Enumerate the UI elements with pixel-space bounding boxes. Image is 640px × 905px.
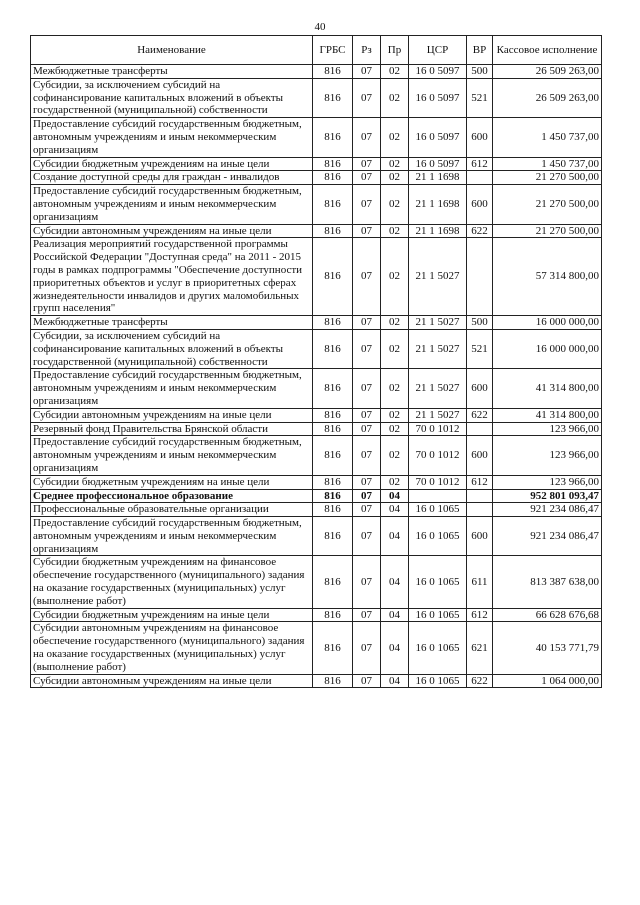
cell-pr: 02	[381, 238, 409, 316]
cell-name: Субсидии автономным учреждениям на финансовое обеспечение государственного (муниципального) задания на оказание государственных (муниципальных) услуг (выполнение работ)	[31, 622, 313, 674]
cell-rz: 07	[353, 622, 381, 674]
cell-name: Создание доступной среды для граждан - инвалидов	[31, 171, 313, 185]
table-row	[31, 556, 602, 608]
cell-vr: 621	[467, 622, 493, 674]
table-row	[31, 517, 602, 556]
cell-rz: 07	[353, 475, 381, 489]
table-row	[31, 224, 602, 238]
cell-grbs: 816	[313, 171, 353, 185]
cell-pr: 04	[381, 556, 409, 608]
table-row	[31, 489, 602, 503]
cell-rz: 07	[353, 436, 381, 475]
cell-grbs: 816	[313, 503, 353, 517]
cell-pr: 02	[381, 224, 409, 238]
cell-vr: 612	[467, 475, 493, 489]
cell-rz: 07	[353, 329, 381, 368]
cell-grbs: 816	[313, 316, 353, 330]
table-row	[31, 238, 602, 316]
cell-csr: 16 0 5097	[409, 78, 467, 117]
cell-name: Субсидии бюджетным учреждениям на иные цели	[31, 608, 313, 622]
cell-csr: 21 1 1698	[409, 171, 467, 185]
cell-pr: 02	[381, 436, 409, 475]
cell-rz: 07	[353, 489, 381, 503]
cell-pr: 02	[381, 171, 409, 185]
cell-csr: 21 1 5027	[409, 238, 467, 316]
cell-pr: 02	[381, 329, 409, 368]
cell-vr: 611	[467, 556, 493, 608]
table-row	[31, 674, 602, 688]
cell-name: Резервный фонд Правительства Брянской области	[31, 422, 313, 436]
table-row	[31, 608, 602, 622]
cell-pr: 02	[381, 118, 409, 157]
table-row	[31, 118, 602, 157]
cell-vr: 600	[467, 185, 493, 224]
cell-rz: 07	[353, 65, 381, 79]
cell-pr: 04	[381, 503, 409, 517]
cell-grbs: 816	[313, 185, 353, 224]
cell-vr	[467, 171, 493, 185]
cell-vr	[467, 503, 493, 517]
cell-vr: 500	[467, 316, 493, 330]
cell-pr: 02	[381, 408, 409, 422]
cell-name: Среднее профессиональное образование	[31, 489, 313, 503]
cell-grbs: 816	[313, 408, 353, 422]
cell-csr: 21 1 5027	[409, 369, 467, 408]
cell-name: Субсидии автономным учреждениям на иные цели	[31, 408, 313, 422]
table-row	[31, 316, 602, 330]
cell-amount: 21 270 500,00	[493, 185, 602, 224]
cell-pr: 02	[381, 475, 409, 489]
cell-amount: 813 387 638,00	[493, 556, 602, 608]
cell-pr: 02	[381, 369, 409, 408]
cell-csr: 70 0 1012	[409, 475, 467, 489]
cell-amount: 952 801 093,47	[493, 489, 602, 503]
cell-grbs: 816	[313, 329, 353, 368]
cell-amount: 40 153 771,79	[493, 622, 602, 674]
table-row	[31, 185, 602, 224]
cell-vr	[467, 238, 493, 316]
cell-grbs: 816	[313, 517, 353, 556]
cell-rz: 07	[353, 503, 381, 517]
header-grbs: ГРБС	[313, 36, 353, 65]
cell-name: Субсидии, за исключением субсидий на софинансирование капитальных вложений в объекты государственной (муниципальной) собственности	[31, 329, 313, 368]
cell-csr: 70 0 1012	[409, 436, 467, 475]
cell-pr: 04	[381, 517, 409, 556]
header-vr: ВР	[467, 36, 493, 65]
cell-amount: 26 509 263,00	[493, 65, 602, 79]
budget-table	[30, 35, 602, 688]
cell-grbs: 816	[313, 157, 353, 171]
cell-csr: 16 0 5097	[409, 118, 467, 157]
cell-vr: 600	[467, 517, 493, 556]
cell-rz: 07	[353, 157, 381, 171]
cell-grbs: 816	[313, 422, 353, 436]
cell-csr: 16 0 1065	[409, 556, 467, 608]
cell-csr: 16 0 1065	[409, 674, 467, 688]
cell-vr: 600	[467, 118, 493, 157]
cell-rz: 07	[353, 171, 381, 185]
cell-csr: 16 0 5097	[409, 65, 467, 79]
cell-name: Предоставление субсидий государственным бюджетным, автономным учреждениям и иным некоммерческим организациям	[31, 369, 313, 408]
cell-name: Субсидии, за исключением субсидий на софинансирование капитальных вложений в объекты государственной (муниципальной) собственности	[31, 78, 313, 117]
cell-amount: 1 450 737,00	[493, 118, 602, 157]
cell-grbs: 816	[313, 238, 353, 316]
cell-csr: 16 0 1065	[409, 608, 467, 622]
cell-csr: 21 1 5027	[409, 329, 467, 368]
cell-csr: 16 0 1065	[409, 622, 467, 674]
cell-pr: 02	[381, 65, 409, 79]
cell-name: Предоставление субсидий государственным бюджетным, автономным учреждениям и иным некоммерческим организациям	[31, 118, 313, 157]
cell-amount: 1 450 737,00	[493, 157, 602, 171]
cell-rz: 07	[353, 118, 381, 157]
table-row	[31, 503, 602, 517]
header-pr: Пр	[381, 36, 409, 65]
cell-grbs: 816	[313, 556, 353, 608]
cell-amount: 41 314 800,00	[493, 408, 602, 422]
table-row	[31, 171, 602, 185]
cell-vr: 622	[467, 674, 493, 688]
cell-name: Межбюджетные трансферты	[31, 65, 313, 79]
cell-amount: 41 314 800,00	[493, 369, 602, 408]
cell-rz: 07	[353, 422, 381, 436]
cell-grbs: 816	[313, 608, 353, 622]
cell-grbs: 816	[313, 436, 353, 475]
cell-rz: 07	[353, 608, 381, 622]
page-number: 40	[314, 21, 326, 33]
table-row	[31, 157, 602, 171]
cell-pr: 02	[381, 185, 409, 224]
cell-name: Предоставление субсидий государственным бюджетным, автономным учреждениям и иным некоммерческим организациям	[31, 517, 313, 556]
cell-pr: 04	[381, 608, 409, 622]
cell-name: Субсидии автономным учреждениям на иные цели	[31, 674, 313, 688]
cell-grbs: 816	[313, 489, 353, 503]
table-row	[31, 422, 602, 436]
cell-vr: 612	[467, 157, 493, 171]
cell-csr: 16 0 1065	[409, 503, 467, 517]
cell-pr: 04	[381, 622, 409, 674]
table-row	[31, 78, 602, 117]
table-row	[31, 65, 602, 79]
table-body	[31, 65, 602, 688]
cell-vr: 500	[467, 65, 493, 79]
cell-csr	[409, 489, 467, 503]
cell-amount: 921 234 086,47	[493, 503, 602, 517]
cell-vr: 622	[467, 224, 493, 238]
cell-name: Предоставление субсидий государственным бюджетным, автономным учреждениям и иным некоммерческим организациям	[31, 185, 313, 224]
header-row	[31, 36, 602, 65]
cell-name: Субсидии бюджетным учреждениям на иные цели	[31, 157, 313, 171]
table-row	[31, 329, 602, 368]
cell-vr: 612	[467, 608, 493, 622]
cell-pr: 02	[381, 422, 409, 436]
cell-rz: 07	[353, 224, 381, 238]
header-amount: Кассовое исполнение	[493, 36, 602, 65]
cell-amount: 123 966,00	[493, 436, 602, 475]
header-name: Наименование	[31, 36, 313, 65]
cell-rz: 07	[353, 78, 381, 117]
cell-rz: 07	[353, 556, 381, 608]
cell-grbs: 816	[313, 674, 353, 688]
cell-vr: 521	[467, 78, 493, 117]
cell-name: Субсидии бюджетным учреждениям на иные цели	[31, 475, 313, 489]
table-row	[31, 408, 602, 422]
cell-pr: 02	[381, 316, 409, 330]
cell-name: Субсидии бюджетным учреждениям на финансовое обеспечение государственного (муниципального) задания на оказание государственных (муниципальных) услуг (выполнение работ)	[31, 556, 313, 608]
cell-csr: 16 0 5097	[409, 157, 467, 171]
cell-grbs: 816	[313, 622, 353, 674]
table-row	[31, 369, 602, 408]
cell-amount: 123 966,00	[493, 475, 602, 489]
cell-amount: 21 270 500,00	[493, 171, 602, 185]
cell-name: Реализация мероприятий государственной программы Российской Федерации "Доступная среда" на 2011 - 2015 годы в рамках подпрограммы "Обеспечение доступности приоритетных объектов и услуг в приоритетных сферах жизнедеятельности инвалидов и других маломобильных групп населения"	[31, 238, 313, 316]
cell-amount: 1 064 000,00	[493, 674, 602, 688]
cell-csr: 21 1 1698	[409, 224, 467, 238]
cell-csr: 21 1 1698	[409, 185, 467, 224]
cell-pr: 02	[381, 157, 409, 171]
cell-name: Предоставление субсидий государственным бюджетным, автономным учреждениям и иным некоммерческим организациям	[31, 436, 313, 475]
table-row	[31, 622, 602, 674]
cell-name: Межбюджетные трансферты	[31, 316, 313, 330]
cell-pr: 04	[381, 674, 409, 688]
cell-csr: 70 0 1012	[409, 422, 467, 436]
cell-grbs: 816	[313, 78, 353, 117]
cell-amount: 123 966,00	[493, 422, 602, 436]
cell-amount: 21 270 500,00	[493, 224, 602, 238]
cell-amount: 16 000 000,00	[493, 316, 602, 330]
cell-csr: 21 1 5027	[409, 316, 467, 330]
cell-amount: 16 000 000,00	[493, 329, 602, 368]
cell-vr: 521	[467, 329, 493, 368]
cell-vr	[467, 489, 493, 503]
cell-amount: 26 509 263,00	[493, 78, 602, 117]
cell-vr: 622	[467, 408, 493, 422]
cell-name: Субсидии автономным учреждениям на иные цели	[31, 224, 313, 238]
header-csr: ЦСР	[409, 36, 467, 65]
cell-vr: 600	[467, 369, 493, 408]
cell-rz: 07	[353, 408, 381, 422]
cell-rz: 07	[353, 674, 381, 688]
cell-csr: 21 1 5027	[409, 408, 467, 422]
cell-grbs: 816	[313, 475, 353, 489]
cell-rz: 07	[353, 185, 381, 224]
cell-amount: 921 234 086,47	[493, 517, 602, 556]
cell-grbs: 816	[313, 65, 353, 79]
cell-pr: 04	[381, 489, 409, 503]
cell-name: Профессиональные образовательные организации	[31, 503, 313, 517]
cell-rz: 07	[353, 369, 381, 408]
table-row	[31, 436, 602, 475]
cell-pr: 02	[381, 78, 409, 117]
cell-amount: 66 628 676,68	[493, 608, 602, 622]
cell-grbs: 816	[313, 224, 353, 238]
cell-rz: 07	[353, 517, 381, 556]
cell-vr: 600	[467, 436, 493, 475]
cell-amount: 57 314 800,00	[493, 238, 602, 316]
table-row	[31, 475, 602, 489]
cell-vr	[467, 422, 493, 436]
cell-grbs: 816	[313, 369, 353, 408]
cell-rz: 07	[353, 316, 381, 330]
header-rz: Рз	[353, 36, 381, 65]
cell-grbs: 816	[313, 118, 353, 157]
cell-rz: 07	[353, 238, 381, 316]
cell-csr: 16 0 1065	[409, 517, 467, 556]
